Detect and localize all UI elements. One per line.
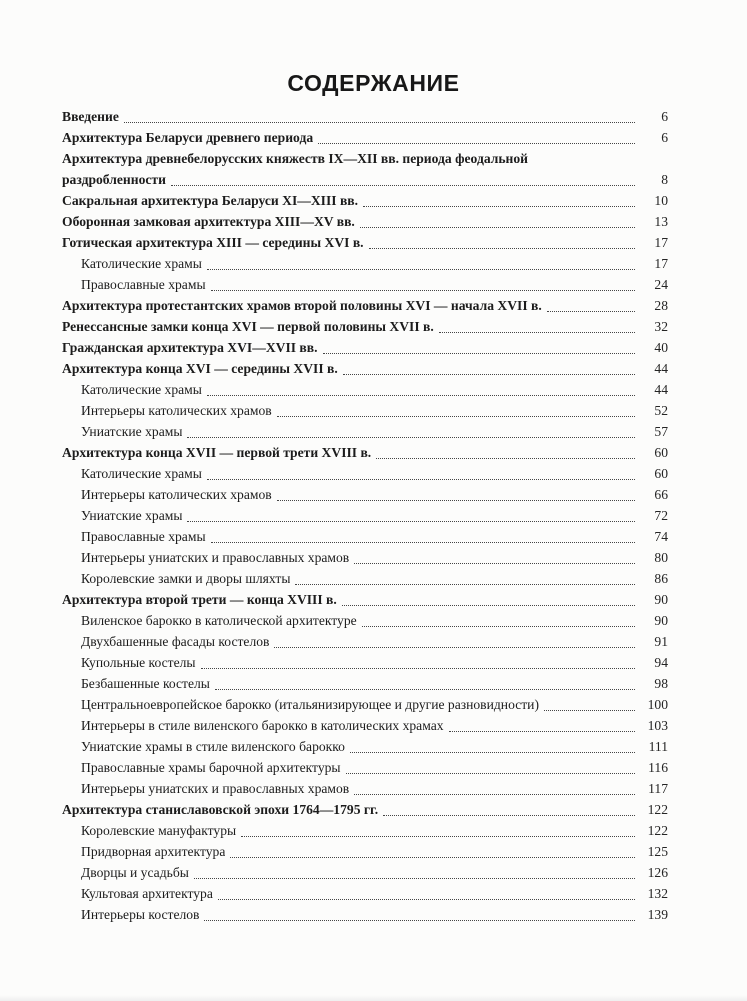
- toc-entry-page: 122: [647, 802, 668, 817]
- toc-entry-page: 80: [654, 550, 668, 565]
- toc-entry-label: Культовая архитектура: [81, 886, 213, 901]
- toc-entry-page: 6: [661, 109, 668, 124]
- leader-dots: [369, 248, 635, 249]
- leader-dots: [274, 647, 635, 648]
- toc-entry-label: Готическая архитектура XIII — середины XVI в.: [62, 235, 364, 250]
- leader-dots: [354, 794, 635, 795]
- toc-entry-label: Введение: [62, 109, 119, 124]
- leader-dots: [277, 500, 635, 501]
- leader-dots: [350, 752, 635, 753]
- toc-entry-page: 139: [647, 907, 668, 922]
- toc-entry: [62, 820, 668, 841]
- toc-entry-page: 122: [647, 823, 668, 838]
- toc-entry-label: Королевские замки и дворы шляхты: [81, 571, 291, 586]
- toc-entry-page: 44: [654, 382, 668, 397]
- toc-entry-label: раздробленности: [62, 172, 166, 187]
- toc-entry-page: 8: [661, 172, 668, 187]
- toc-entry-page: 66: [654, 487, 668, 502]
- leader-dots: [230, 857, 635, 858]
- toc-entry: [62, 610, 668, 631]
- toc-entry: [62, 799, 668, 820]
- leader-dots: [547, 311, 635, 312]
- toc-entry: [62, 316, 668, 337]
- toc-entry-page: 57: [654, 424, 668, 439]
- leader-dots: [360, 227, 635, 228]
- toc-entry-label: Архитектура второй трети — конца XVIII в.: [62, 592, 337, 607]
- toc-entry-label: Католические храмы: [81, 382, 202, 397]
- toc-entry: [62, 295, 668, 316]
- toc-entry: [62, 148, 668, 169]
- leader-dots: [383, 815, 635, 816]
- toc-entry-page: 126: [647, 865, 668, 880]
- toc-entry-label: Архитектура конца XVII — первой трети XVIII в.: [62, 445, 372, 460]
- leader-dots: [362, 626, 635, 627]
- toc-entry-label: Центральноевропейское барокко (итальянизирующее и другие разновидности): [81, 697, 539, 712]
- toc-entry-label: Униатские храмы: [81, 508, 183, 523]
- toc-entry-page: 125: [647, 844, 668, 859]
- toc-entry-page: 94: [654, 655, 668, 670]
- leader-dots: [171, 185, 635, 186]
- toc-entry-label: Интерьеры католических храмов: [81, 403, 272, 418]
- leader-dots: [277, 416, 635, 417]
- toc-entry: [62, 463, 668, 484]
- leader-dots: [124, 122, 635, 123]
- toc-entry-page: 10: [654, 193, 668, 208]
- toc-entry: [62, 484, 668, 505]
- toc-entry-page: 60: [654, 445, 668, 460]
- toc-entry-label: Придворная архитектура: [81, 844, 226, 859]
- leader-dots: [318, 143, 635, 144]
- leader-dots: [211, 542, 635, 543]
- toc-entry-page: 90: [654, 613, 668, 628]
- toc-entry: [62, 190, 668, 211]
- toc-entry-label: Православные храмы барочной архитектуры: [81, 760, 341, 775]
- toc-entry: [62, 694, 668, 715]
- toc-entry: [62, 127, 668, 148]
- toc-entry-page: 17: [654, 256, 668, 271]
- leader-dots: [449, 731, 635, 732]
- toc-entry: [62, 379, 668, 400]
- toc-entry-page: 60: [654, 466, 668, 481]
- toc-entry-page: 116: [648, 760, 668, 775]
- leader-dots: [194, 878, 635, 879]
- toc-entry-label: Католические храмы: [81, 466, 202, 481]
- toc-entry-label: Униатские храмы в стиле виленского барокко: [81, 739, 345, 754]
- toc-entry: [62, 526, 668, 547]
- toc-entry: [62, 358, 668, 379]
- toc-entry: [62, 337, 668, 358]
- leader-dots: [241, 836, 635, 837]
- toc-entry-page: 90: [654, 592, 668, 607]
- toc-entry: [62, 169, 668, 190]
- toc-entry-label: Ренессансные замки конца XVI — первой половины XVII в.: [62, 319, 434, 334]
- toc-entry: [62, 274, 668, 295]
- toc-entry-label: Православные храмы: [81, 529, 206, 544]
- toc-entry: [62, 253, 668, 274]
- toc-entry-label: Интерьеры униатских и православных храмов: [81, 550, 350, 565]
- toc-entry: [62, 568, 668, 589]
- toc-entry-label: Виленское барокко в католической архитектуре: [81, 613, 357, 628]
- toc-entry-page: 40: [654, 340, 668, 355]
- leader-dots: [439, 332, 635, 333]
- leader-dots: [376, 458, 635, 459]
- leader-dots: [354, 563, 635, 564]
- toc-entry-page: 6: [661, 130, 668, 145]
- toc-entry: [62, 631, 668, 652]
- toc-entry: [62, 862, 668, 883]
- toc-entry-label: Королевские мануфактуры: [81, 823, 237, 838]
- toc-entry-page: 52: [654, 403, 668, 418]
- toc-entry: [62, 589, 668, 610]
- toc-entry-page: 74: [654, 529, 668, 544]
- toc-entry-page: 117: [648, 781, 668, 796]
- leader-dots: [363, 206, 635, 207]
- leader-dots: [187, 437, 635, 438]
- toc-entry: [62, 421, 668, 442]
- toc-entry: [62, 736, 668, 757]
- toc-entry-label: Католические храмы: [81, 256, 202, 271]
- toc-entry: [62, 505, 668, 526]
- toc-entry-label: Униатские храмы: [81, 424, 183, 439]
- toc-entry-label: Архитектура протестантских храмов второй половины XVI — начала XVII в.: [62, 298, 542, 313]
- toc-entry: [62, 232, 668, 253]
- toc-entry-page: 28: [654, 298, 668, 313]
- toc-entry-label: Архитектура Беларуси древнего периода: [62, 130, 314, 145]
- toc-entry: [62, 904, 668, 925]
- toc-entry-page: 86: [654, 571, 668, 586]
- toc-entry: [62, 673, 668, 694]
- toc-entry-label: Двухбашенные фасады костелов: [81, 634, 270, 649]
- toc-entry-page: 24: [654, 277, 668, 292]
- toc-entry-page: 100: [647, 697, 668, 712]
- leader-dots: [323, 353, 635, 354]
- toc-entry-label: Интерьеры в стиле виленского барокко в католических храмах: [81, 718, 444, 733]
- toc-entry: [62, 652, 668, 673]
- leader-dots: [295, 584, 635, 585]
- toc-entry: [62, 757, 668, 778]
- toc-entry-label: Архитектура конца XVI — середины XVII в.: [62, 361, 338, 376]
- leader-dots: [204, 920, 635, 921]
- toc-entry-page: 111: [648, 739, 668, 754]
- page-title: СОДЕРЖАНИЕ: [287, 70, 460, 96]
- toc-entry: [62, 400, 668, 421]
- toc-entry-label: Безбашенные костелы: [81, 676, 210, 691]
- leader-dots: [342, 605, 635, 606]
- toc-entry-page: 132: [647, 886, 668, 901]
- toc-entry-label: Архитектура станиславовской эпохи 1764—1795 гг.: [62, 802, 379, 817]
- toc-entry-label: Интерьеры костелов: [81, 907, 200, 922]
- toc-entry-page: 44: [654, 361, 668, 376]
- leader-dots: [187, 521, 635, 522]
- leader-dots: [211, 290, 635, 291]
- toc-entry: [62, 778, 668, 799]
- leader-dots: [215, 689, 635, 690]
- toc-entry: [62, 106, 668, 127]
- toc-entry-label: Сакральная архитектура Беларуси XI—XIII вв.: [62, 193, 359, 208]
- leader-dots: [207, 269, 635, 270]
- leader-dots: [218, 899, 635, 900]
- toc-entry-page: 17: [654, 235, 668, 250]
- toc-entry-label: Интерьеры униатских и православных храмов: [81, 781, 350, 796]
- leader-dots: [346, 773, 635, 774]
- toc-entry: [62, 883, 668, 904]
- toc-entry-page: 91: [654, 634, 668, 649]
- toc-entry: [62, 841, 668, 862]
- toc-entry-label: Гражданская архитектура XVI—XVII вв.: [62, 340, 318, 355]
- toc-list: [62, 106, 668, 925]
- leader-dots: [201, 668, 635, 669]
- toc-entry-page: 98: [654, 676, 668, 691]
- toc-entry-label: Дворцы и усадьбы: [81, 865, 189, 880]
- toc-entry: [62, 442, 668, 463]
- leader-dots: [207, 395, 635, 396]
- toc-entry-label: Православные храмы: [81, 277, 206, 292]
- toc-entry-page: 13: [654, 214, 668, 229]
- toc-entry-page: 72: [654, 508, 668, 523]
- leader-dots: [544, 710, 635, 711]
- toc-entry-page: 32: [654, 319, 668, 334]
- toc-entry-label: Оборонная замковая архитектура XIII—XV вв.: [62, 214, 355, 229]
- toc-entry-label: Интерьеры католических храмов: [81, 487, 272, 502]
- toc-entry: [62, 715, 668, 736]
- leader-dots: [207, 479, 635, 480]
- toc-entry: [62, 211, 668, 232]
- toc-entry: [62, 547, 668, 568]
- toc-entry-label: Купольные костелы: [81, 655, 196, 670]
- toc-entry-page: 103: [647, 718, 668, 733]
- leader-dots: [343, 374, 635, 375]
- toc-entry-label: Архитектура древнебелорусских княжеств IX—XII вв. периода феодальной: [62, 151, 529, 166]
